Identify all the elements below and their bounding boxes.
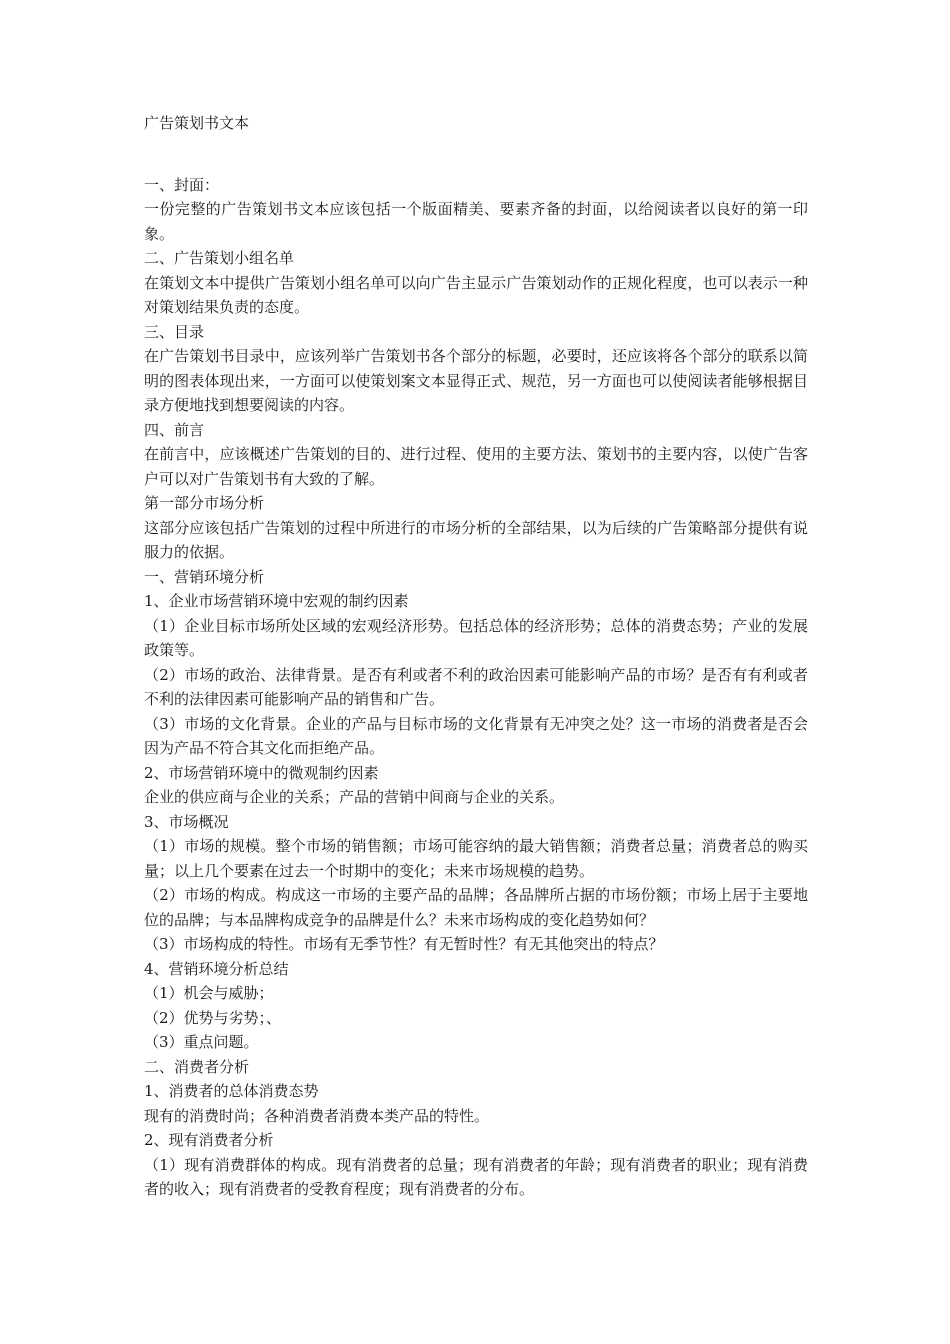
text-line: 三、目录 (144, 322, 205, 341)
text-line: （1）机会与威胁； (144, 984, 274, 1002)
document-page (144, 111, 808, 1202)
text-line: 这部分应该包括广告策划的过程中所进行的市场分析的全部结果，以为后续的广告策略部分提供有说服力的依据。 (144, 518, 808, 561)
text-line: （2）市场的政治、法律背景。是否有利或者不利的政治因素可能影响产品的市场？是否有有利或者不利的法律因素可能影响产品的销售和广告。 (144, 665, 808, 708)
spacer (144, 136, 808, 173)
text-line: 第一部分市场分析 (144, 494, 265, 512)
text-line: 在前言中，应该概述广告策划的目的、进行过程、使用的主要方法、策划书的主要内容，以使广告客户可以对广告策划书有大致的了解。 (144, 445, 808, 488)
text-line: 3、市场概况 (144, 812, 229, 831)
text-line: （3）市场的文化背景。企业的产品与目标市场的文化背景有无冲突之处？这一市场的消费者是否会因为产品不符合其文化而拒绝产品。 (144, 714, 808, 757)
text-line: （3）市场构成的特性。市场有无季节性？有无暂时性？有无其他突出的特点？ (144, 935, 664, 953)
text-line: （1）市场的规模。整个市场的销售额；市场可能容纳的最大销售额；消费者总量；消费者总的购买量；以上几个要素在过去一个时期中的变化；未来市场规模的趋势。 (144, 837, 808, 880)
text-line: （1）现有消费群体的构成。现有消费者的总量；现有消费者的年龄；现有消费者的职业；现有消费者的收入；现有消费者的受教育程度；现有消费者的分布。 (144, 1155, 808, 1198)
text-line: 四、前言 (144, 420, 205, 439)
text-line: 1、企业市场营销环境中宏观的制约因素 (144, 592, 409, 610)
text-line: 4、营销环境分析总结 (144, 959, 289, 978)
text-line: 一份完整的广告策划书文本应该包括一个版面精美、要素齐备的封面，以给阅读者以良好的第一印象。 (144, 200, 808, 243)
text-line: （2）优势与劣势；、 (144, 1008, 282, 1027)
text-line: 一、封面： (144, 175, 220, 194)
document-body (144, 173, 808, 1202)
text-line: 在广告策划书目录中，应该列举广告策划书各个部分的标题，必要时，还应该将各个部分的联系以简明的图表体现出来，一方面可以使策划案文本显得正式、规范，另一方面也可以使阅读者能够根据目录方便地找到想要阅读的内容。 (144, 347, 808, 414)
text-line: 企业的供应商与企业的关系；产品的营销中间商与企业的关系。 (144, 788, 565, 806)
text-line: 在策划文本中提供广告策划小组名单可以向广告主显示广告策划动作的正规化程度，也可以表示一种对策划结果负责的态度。 (144, 273, 808, 316)
text-line: （1）企业目标市场所处区域的宏观经济形势。包括总体的经济形势；总体的消费态势；产业的发展政策等。 (144, 616, 808, 659)
text-line: 2、市场营销环境中的微观制约因素 (144, 763, 379, 782)
text-line: （3）重点问题。 (144, 1033, 259, 1051)
text-line: （2）市场的构成。构成这一市场的主要产品的品牌；各品牌所占据的市场份额；市场上居于主要地位的品牌；与本品牌构成竞争的品牌是什么？未来市场构成的变化趋势如何？ (144, 886, 808, 929)
text-line: 二、广告策划小组名单 (144, 249, 295, 267)
text-line: 2、现有消费者分析 (144, 1131, 274, 1149)
text-line: 现有的消费时尚；各种消费者消费本类产品的特性。 (144, 1106, 490, 1125)
text-line: 二、消费者分析 (144, 1057, 250, 1076)
text-line: 一、营销环境分析 (144, 567, 265, 586)
text-line: 1、消费者的总体消费态势 (144, 1082, 319, 1100)
page-title: 广告策划书文本 (144, 114, 250, 132)
